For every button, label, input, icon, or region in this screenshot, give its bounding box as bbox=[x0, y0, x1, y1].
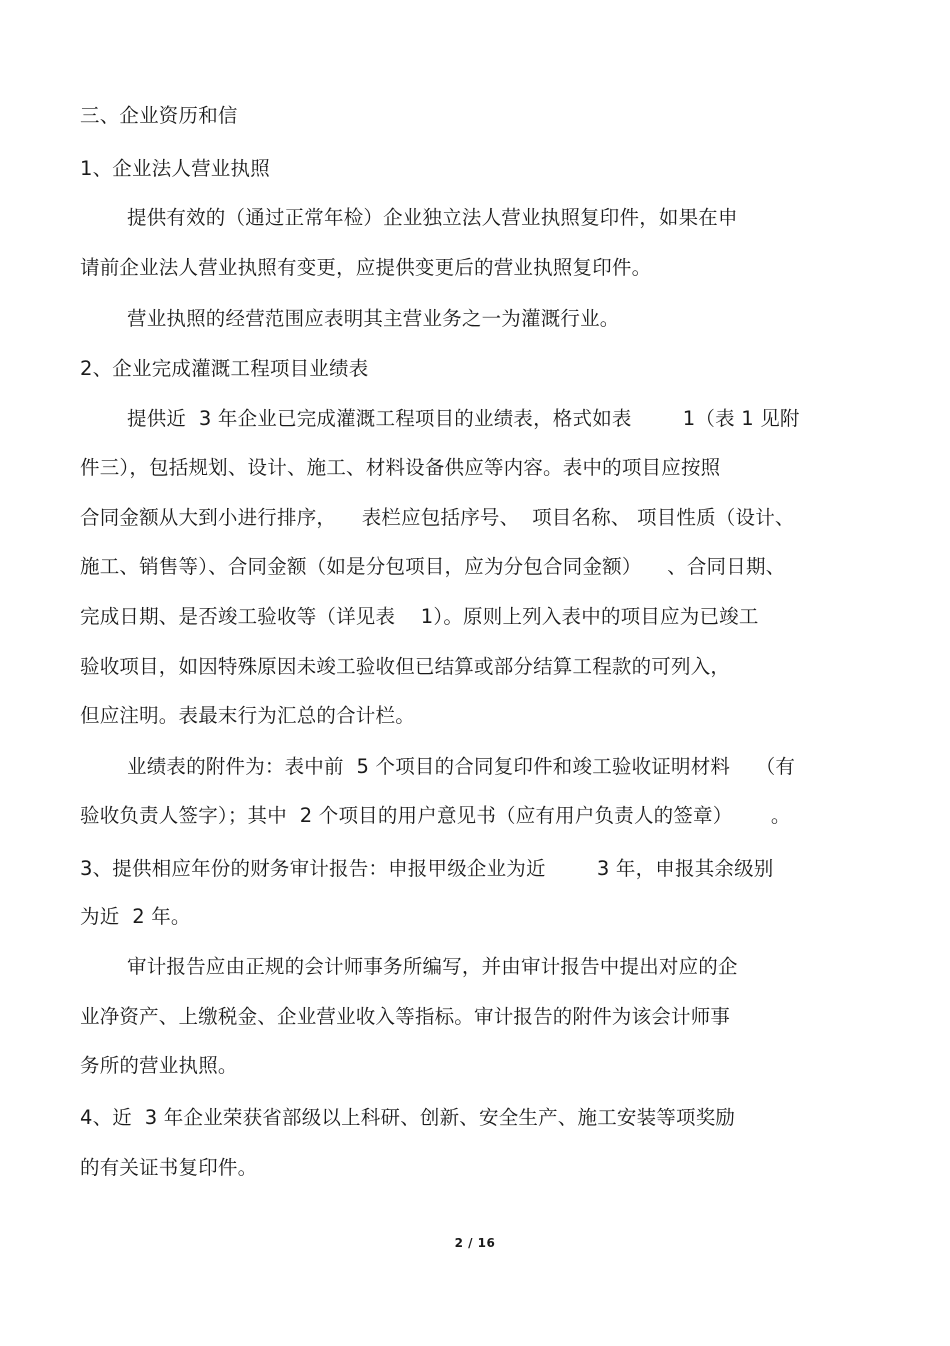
paragraph-line: 验收项目，如因特殊原因未竣工验收但已结算或部分结算工程款的可列入， bbox=[80, 655, 731, 678]
paragraph-line: 为近 2 年。 bbox=[80, 905, 191, 928]
paragraph-line: 审计报告应由正规的会计师事务所编写，并由审计报告中提出对应的企 bbox=[127, 955, 738, 978]
paragraph-line: 业绩表的附件为：表中前 5 个项目的合同复印件和竣工验收证明材料 （有 bbox=[127, 755, 796, 778]
item-heading-2: 2、企业完成灌溉工程项目业绩表 bbox=[80, 357, 369, 380]
paragraph-line: 施工、销售等）、合同金额（如是分包项目，应为分包合同金额） 、合同日期、 bbox=[80, 555, 786, 578]
paragraph-line: 请前企业法人营业执照有变更，应提供变更后的营业执照复印件。 bbox=[80, 256, 652, 279]
paragraph-line: 提供近 3 年企业已完成灌溉工程项目的业绩表，格式如表 1（表 1 见附 bbox=[127, 407, 800, 430]
paragraph-line: 完成日期、是否竣工验收等（详见表 1）。原则上列入表中的项目应为已竣工 bbox=[80, 605, 759, 628]
item-heading-3: 3、提供相应年份的财务审计报告：申报甲级企业为近 3 年，申报其余级别 bbox=[80, 857, 774, 880]
paragraph-line: 业净资产、上缴税金、企业营业收入等指标。审计报告的附件为该会计师事 bbox=[80, 1005, 731, 1028]
paragraph-line: 务所的营业执照。 bbox=[80, 1054, 238, 1077]
item-heading-1: 1、企业法人营业执照 bbox=[80, 157, 270, 180]
paragraph-line: 营业执照的经营范围应表明其主营业务之一为灌溉行业。 bbox=[127, 307, 620, 330]
page-number: 2 / 16 bbox=[454, 1236, 496, 1250]
section-heading: 三、企业资历和信 bbox=[80, 104, 238, 127]
paragraph-line: 验收负责人签字）；其中 2 个项目的用户意见书（应有用户负责人的签章） 。 bbox=[80, 804, 791, 827]
paragraph-line: 件三），包括规划、设计、施工、材料设备供应等内容。表中的项目应按照 bbox=[80, 456, 721, 479]
paragraph-line: 合同金额从大到小进行排序， 表栏应包括序号、 项目名称、 项目性质（设计、 bbox=[80, 506, 795, 529]
paragraph-line: 的有关证书复印件。 bbox=[80, 1156, 258, 1179]
item-heading-4: 4、近 3 年企业荣获省部级以上科研、创新、安全生产、施工安装等项奖励 bbox=[80, 1106, 736, 1129]
paragraph-line: 但应注明。表最末行为汇总的合计栏。 bbox=[80, 704, 415, 727]
paragraph-line: 提供有效的（通过正常年检）企业独立法人营业执照复印件，如果在申 bbox=[127, 206, 738, 229]
